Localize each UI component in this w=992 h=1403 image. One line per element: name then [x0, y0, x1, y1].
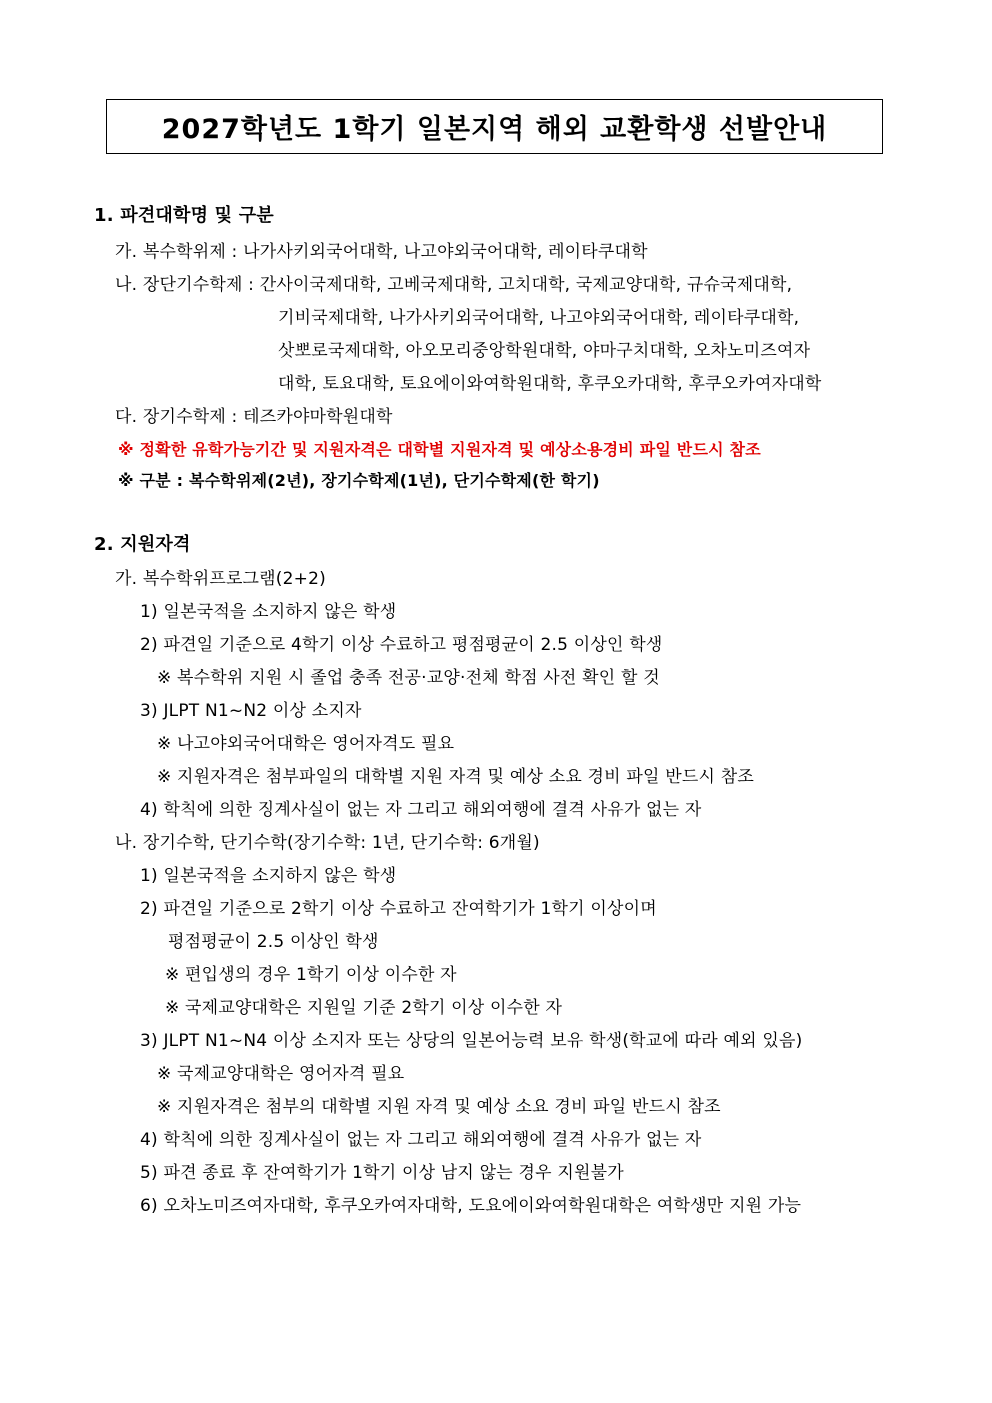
section1-item-a: 가. 복수학위제 : 나가사키외국어대학, 나고야외국어대학, 레이타쿠대학	[115, 242, 648, 262]
section1-item-b-line1: 나. 장단기수학제 : 간사이국제대학, 고베국제대학, 고치대학, 국제교양대학, 규슈국제대학,	[115, 275, 793, 295]
section1-item-b-line4: 대학, 토요대학, 토요에이와여학원대학, 후쿠오카대학, 후쿠오카여자대학	[278, 374, 822, 394]
section1-note-bold: ※ 구분 : 복수학위제(2년), 장기수학제(1년), 단기수학제(한 학기)	[118, 471, 600, 490]
section2-b-item-cont: 평점평균이 2.5 이상인 학생	[168, 932, 379, 952]
section1-item-c: 다. 장기수학제 : 테즈카야마학원대학	[115, 407, 393, 427]
section2-b-item: 3) JLPT N1~N4 이상 소지자 또는 상당의 일본어능력 보유 학생(학교에 따라 예외 있음)	[140, 1031, 803, 1051]
section1-note-red: ※ 정확한 유학가능기간 및 지원자격은 대학별 지원자격 및 예상소용경비 파일 반드시 참조	[118, 440, 761, 459]
section2-b-item: 5) 파견 종료 후 잔여학기가 1학기 이상 남지 않는 경우 지원불가	[140, 1163, 624, 1183]
section2-b-note: ※ 지원자격은 첨부의 대학별 지원 자격 및 예상 소요 경비 파일 반드시 참조	[157, 1097, 721, 1117]
section2-b-item: 6) 오차노미즈여자대학, 후쿠오카여자대학, 도요에이와여학원대학은 여학생만 지원 가능	[140, 1196, 802, 1216]
section2-b-title: 나. 장기수학, 단기수학(장기수학: 1년, 단기수학: 6개월)	[115, 833, 540, 853]
section1-item-b-line3: 삿뽀로국제대학, 아오모리중앙학원대학, 야마구치대학, 오차노미즈여자	[278, 341, 811, 361]
section2-a-item: 2) 파견일 기준으로 4학기 이상 수료하고 평점평균이 2.5 이상인 학생	[140, 635, 663, 655]
section2-b-item: 2) 파견일 기준으로 2학기 이상 수료하고 잔여학기가 1학기 이상이며	[140, 899, 657, 919]
section2-b-note: ※ 국제교양대학은 지원일 기준 2학기 이상 이수한 자	[165, 998, 563, 1018]
section2-a-title: 가. 복수학위프로그램(2+2)	[115, 569, 326, 589]
section2-b-item: 1) 일본국적을 소지하지 않은 학생	[140, 866, 397, 886]
section2-a-item: 1) 일본국적을 소지하지 않은 학생	[140, 602, 397, 622]
section1-heading: 1. 파견대학명 및 구분	[94, 205, 274, 226]
section2-b-note: ※ 국제교양대학은 영어자격 필요	[157, 1064, 405, 1084]
section2-b-note: ※ 편입생의 경우 1학기 이상 이수한 자	[165, 965, 457, 985]
section2-a-note: ※ 나고야외국어대학은 영어자격도 필요	[157, 734, 455, 754]
section2-a-item: 4) 학칙에 의한 징계사실이 없는 자 그리고 해외여행에 결격 사유가 없는 자	[140, 800, 702, 820]
section1-item-b-line2: 기비국제대학, 나가사키외국어대학, 나고야외국어대학, 레이타쿠대학,	[278, 308, 800, 328]
section2-b-item: 4) 학칙에 의한 징계사실이 없는 자 그리고 해외여행에 결격 사유가 없는 자	[140, 1130, 702, 1150]
section2-heading: 2. 지원자격	[94, 534, 191, 555]
title-box	[106, 99, 883, 154]
document-title: 2027학년도 1학기 일본지역 해외 교환학생 선발안내	[161, 114, 828, 145]
section2-a-note: ※ 지원자격은 첨부파일의 대학별 지원 자격 및 예상 소요 경비 파일 반드시 참조	[157, 767, 754, 787]
section2-a-note: ※ 복수학위 지원 시 졸업 충족 전공·교양·전체 학점 사전 확인 할 것	[157, 668, 660, 688]
section2-a-item: 3) JLPT N1~N2 이상 소지자	[140, 701, 362, 721]
